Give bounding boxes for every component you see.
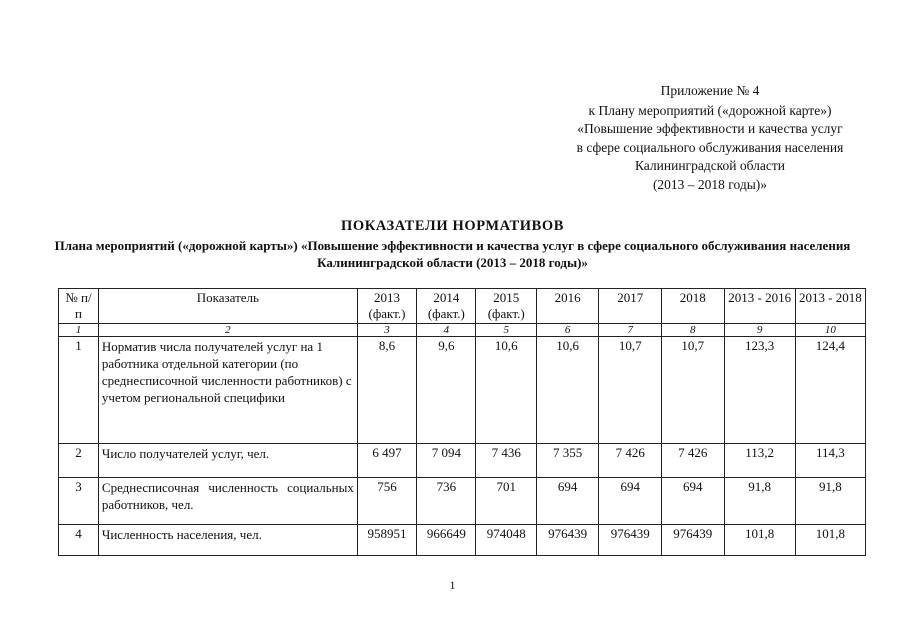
row-value-2017: 7 426	[599, 444, 662, 478]
header-indicator: Показатель	[98, 289, 357, 324]
row-value-2018: 976439	[662, 525, 725, 556]
row-number: 1	[59, 337, 99, 444]
table-row	[59, 444, 866, 478]
column-number: 3	[357, 324, 416, 337]
appendix-line: (2013 – 2018 годы)»	[652, 176, 768, 192]
row-value-2015: 701	[476, 478, 536, 525]
row-value-2013-2016: 123,3	[724, 337, 795, 444]
row-value-2016: 694	[536, 478, 599, 525]
table-row	[59, 478, 866, 525]
row-value-2013: 8,6	[357, 337, 416, 444]
norms-table	[58, 288, 866, 556]
row-value-2013-2016: 113,2	[724, 444, 795, 478]
document-subtitle: Плана мероприятий («дорожной карты») «Повышение эффективности и качества услуг в сфере социального обслуживания населения Калининградской области (2013 – 2018 годы)»	[54, 238, 851, 270]
column-number: 1	[59, 324, 99, 337]
row-value-2013-2016: 91,8	[724, 478, 795, 525]
appendix-line: в сфере социального обслуживания населения	[576, 139, 844, 155]
table-row	[59, 525, 866, 556]
row-value-2014: 9,6	[417, 337, 476, 444]
table-row	[59, 337, 866, 444]
header-2013: 2013 (факт.)	[357, 289, 416, 324]
column-number: 4	[417, 324, 476, 337]
row-indicator: Среднесписочная численность социальных работников, чел.	[98, 478, 357, 525]
column-number: 5	[476, 324, 536, 337]
column-number: 9	[724, 324, 795, 337]
document-title: ПОКАЗАТЕЛИ НОРМАТИВОВ	[340, 218, 565, 234]
row-value-2018: 694	[662, 478, 725, 525]
column-number: 8	[662, 324, 725, 337]
row-value-2015: 974048	[476, 525, 536, 556]
header-num: № п/п	[59, 289, 99, 324]
row-value-2013-2018: 91,8	[795, 478, 865, 525]
row-value-2013-2018: 101,8	[795, 525, 865, 556]
row-value-2014: 7 094	[417, 444, 476, 478]
row-value-2017: 976439	[599, 525, 662, 556]
row-indicator: Норматив числа получателей услуг на 1 работника отдельной категории (по среднесписочной численности работников) с учетом региональной специфики	[98, 337, 357, 444]
row-value-2013-2018: 114,3	[795, 444, 865, 478]
appendix-line: Приложение № 4	[660, 83, 760, 98]
row-value-2016: 976439	[536, 525, 599, 556]
header-2013-2018: 2013 - 2018	[795, 289, 865, 324]
row-number: 2	[59, 444, 99, 478]
column-number: 6	[536, 324, 599, 337]
row-value-2018: 7 426	[662, 444, 725, 478]
row-value-2015: 7 436	[476, 444, 536, 478]
row-value-2013-2018: 124,4	[795, 337, 865, 444]
row-indicator: Число получателей услуг, чел.	[98, 444, 357, 478]
row-value-2016: 10,6	[536, 337, 599, 444]
row-value-2017: 694	[599, 478, 662, 525]
column-number: 2	[98, 324, 357, 337]
row-value-2013: 756	[357, 478, 416, 525]
header-2016: 2016	[536, 289, 599, 324]
header-2015: 2015 (факт.)	[476, 289, 536, 324]
column-number-row	[59, 324, 866, 337]
table-header-row	[59, 289, 866, 324]
row-value-2016: 7 355	[536, 444, 599, 478]
row-value-2015: 10,6	[476, 337, 536, 444]
header-2018: 2018	[662, 289, 725, 324]
appendix-block	[520, 82, 900, 194]
appendix-line: Калининградской области	[634, 158, 786, 173]
column-number: 7	[599, 324, 662, 337]
header-2014: 2014 (факт.)	[417, 289, 476, 324]
row-number: 3	[59, 478, 99, 525]
row-value-2017: 10,7	[599, 337, 662, 444]
row-value-2013: 958951	[357, 525, 416, 556]
header-2017: 2017	[599, 289, 662, 324]
row-value-2014: 736	[417, 478, 476, 525]
row-value-2018: 10,7	[662, 337, 725, 444]
header-2013-2016: 2013 - 2016	[724, 289, 795, 324]
row-value-2013-2016: 101,8	[724, 525, 795, 556]
row-value-2013: 6 497	[357, 444, 416, 478]
row-indicator: Численность населения, чел.	[98, 525, 357, 556]
row-number: 4	[59, 525, 99, 556]
appendix-line: к Плану мероприятий («дорожной карте»)	[588, 102, 832, 118]
column-number: 10	[795, 324, 865, 337]
appendix-line: «Повышение эффективности и качества услуг	[577, 121, 843, 136]
page-number: 1	[449, 578, 456, 592]
row-value-2014: 966649	[417, 525, 476, 556]
